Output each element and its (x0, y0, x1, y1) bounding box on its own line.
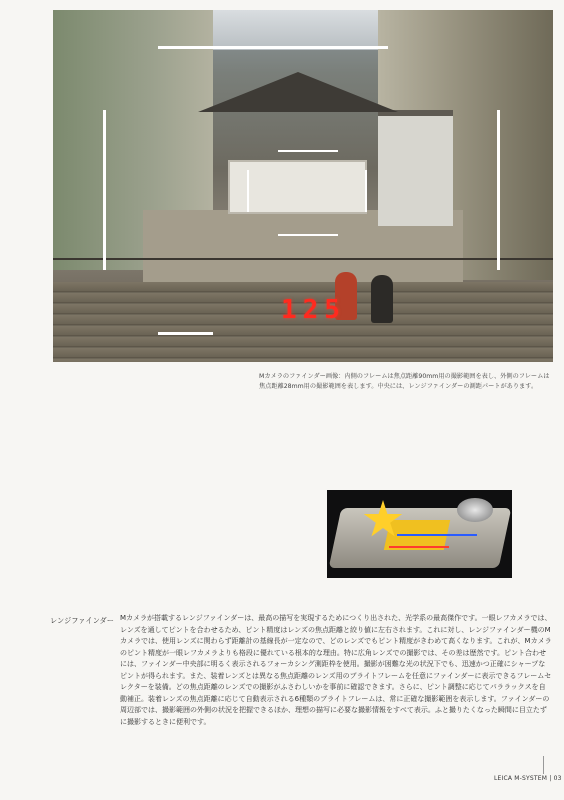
frame-outer-left (103, 110, 106, 270)
section-body-text: Mカメラが搭載するレンジファインダーは、最高の描写を実現するためにつくり出された、光学系の最高傑作です。一眼レフカメラでは、レンズを通してピントを合わせるため、ピント精度はレンズの焦点距離と絞り値に左右されます。これに対し、レンジファインダー機のMカメラでは、使用レンズに関わらず距離計の基線長が一定なので、どのレンズでもピント精度がきわめて高くなります。これが、Mカメラのピント精度が一眼レフカメラよりも格段に優れている根本的な理由。特に広角レンズでの撮影では、その差は歴然です。ピント合わせには、ファインダー中央部に明るく表示されるフォーカシング測距枠を使用。撮影が困難な光の状況下でも、迅速かつ正確にシャープなピントが得られます。また、装着レンズとは異なる焦点距離のレンズ用のブライトフレームを任意にファインダーに表示できるフレームセレクターを装備。どの焦点距離のレンズでの撮影がふさわしいかを事前に確認できます。さらに、ピント調整に応じてパララックスを自動補正。装着レンズの焦点距離に応じて自動表示される6種類のブライトフレームは、常に正確な撮影範囲を表示します。ファインダーの周辺部では、撮影範囲の外側の状況を把握できるほか、理想の描写に必要な撮影情報をすべて表示。ふと撮りたくなった瞬間に目立たずに撮影するときに便利です。 (120, 614, 552, 726)
rangefinder-cutaway-diagram (327, 490, 512, 578)
photo-person-dark (371, 275, 393, 323)
frame-inner-bottom (278, 234, 338, 236)
photo-hut (378, 110, 453, 226)
photo-caption: Mカメラのファインダー画像：内側のフレームは焦点距離90mm用の撮影範囲を表し、外側のフレームは焦点距離28mm用の撮影範囲を表します。中央には、レンジファインダーの測距パートがあります。 (259, 373, 550, 390)
frame-outer-right (497, 110, 500, 270)
photo-railing (53, 258, 553, 260)
viewfinder-photo (53, 10, 553, 362)
frame-inner-top (278, 150, 338, 152)
frame-outer-bottom (158, 332, 213, 335)
frame-inner-left (247, 170, 249, 212)
light-path-beam (389, 546, 449, 548)
footer-divider (543, 756, 544, 774)
lens-dial (457, 498, 493, 522)
frame-inner-right (365, 170, 367, 212)
frame-outer-top (158, 46, 388, 49)
light-path-beam (397, 534, 477, 536)
page-footer: LEICA M-SYSTEM | 03 (494, 775, 562, 782)
section-heading: レンジファインダー (50, 616, 114, 625)
photo-sky (203, 10, 383, 50)
shutter-speed-display: 125 (281, 295, 346, 325)
